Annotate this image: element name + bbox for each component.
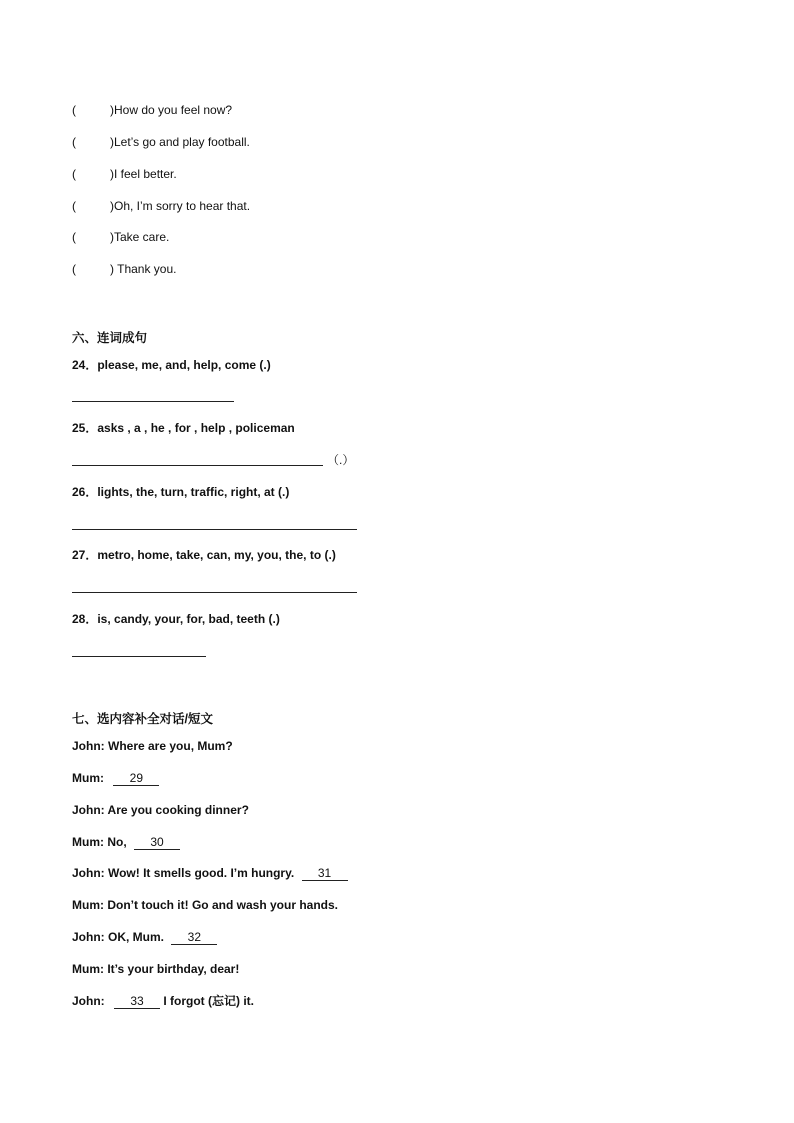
dialogue-line <box>72 993 254 1009</box>
answer-line-24[interactable] <box>72 401 234 402</box>
answer-paren-open: ( <box>72 135 76 149</box>
answer-paren-open: ( <box>72 262 76 276</box>
dialogue-line: Mum: It’s your birthday, dear! <box>72 962 240 976</box>
order-item-text: Oh, I’m sorry to hear that. <box>114 199 251 213</box>
blank-30[interactable]: 30 <box>134 835 180 850</box>
blank-31[interactable]: 31 <box>302 866 348 881</box>
order-item <box>72 261 176 277</box>
order-item <box>72 102 232 118</box>
section-7-title: 七、选内容补全对话/短文 <box>72 712 213 726</box>
answer-paren-open: ( <box>72 199 76 213</box>
answer-paren-close: ) <box>110 167 114 181</box>
order-item-text: Thank you. <box>114 262 177 276</box>
dialogue-line <box>72 834 180 850</box>
dialogue-text-after: I forgot (忘记) it. <box>163 994 254 1008</box>
answer-line-25[interactable] <box>72 465 323 466</box>
answer-paren-close: ) <box>110 135 114 149</box>
question-28: 28．is, candy, your, for, bad, teeth (.) <box>72 612 280 626</box>
answer-paren-open: ( <box>72 167 76 181</box>
dialogue-text: John: <box>72 994 108 1008</box>
order-item-text: I feel better. <box>114 167 177 181</box>
blank-33[interactable]: 33 <box>114 994 160 1009</box>
dialogue-line <box>72 929 217 945</box>
order-item <box>72 229 169 245</box>
order-item-text: Let’s go and play football. <box>114 135 250 149</box>
answer-suffix-25: （.） <box>327 453 355 467</box>
order-item-text: How do you feel now? <box>114 103 233 117</box>
dialogue-text: John: Wow! It smells good. I’m hungry. <box>72 866 298 880</box>
blank-32[interactable]: 32 <box>171 930 217 945</box>
question-25: 25．asks , a , he , for , help , policeman <box>72 421 295 435</box>
order-item <box>72 198 250 214</box>
dialogue-text: John: OK, Mum. <box>72 930 168 944</box>
section-6-title: 六、连词成句 <box>72 331 148 345</box>
question-27: 27．metro, home, take, can, my, you, the, to (.) <box>72 548 336 562</box>
dialogue-line: John: Where are you, Mum? <box>72 739 233 753</box>
answer-paren-close: ) <box>110 103 114 117</box>
dialogue-text: Mum: <box>72 771 108 785</box>
answer-paren-close: ) <box>110 199 114 213</box>
answer-line-28[interactable] <box>72 656 206 657</box>
answer-paren-close: ) <box>110 230 114 244</box>
dialogue-text: Mum: No, <box>72 835 130 849</box>
dialogue-line: John: Are you cooking dinner? <box>72 803 249 817</box>
blank-29[interactable]: 29 <box>113 771 159 786</box>
answer-paren-open: ( <box>72 230 76 244</box>
question-26: 26．lights, the, turn, traffic, right, at (.) <box>72 485 290 499</box>
dialogue-line <box>72 770 159 786</box>
dialogue-line <box>72 865 348 881</box>
order-item-text: Take care. <box>114 230 170 244</box>
order-item <box>72 166 177 182</box>
question-24: 24．please, me, and, help, come (.) <box>72 358 271 372</box>
order-item <box>72 134 250 150</box>
answer-line-27[interactable] <box>72 592 357 593</box>
dialogue-line: Mum: Don’t touch it! Go and wash your hands. <box>72 898 338 912</box>
answer-paren-open: ( <box>72 103 76 117</box>
answer-paren-close: ) <box>110 262 114 276</box>
answer-line-26[interactable] <box>72 529 357 530</box>
